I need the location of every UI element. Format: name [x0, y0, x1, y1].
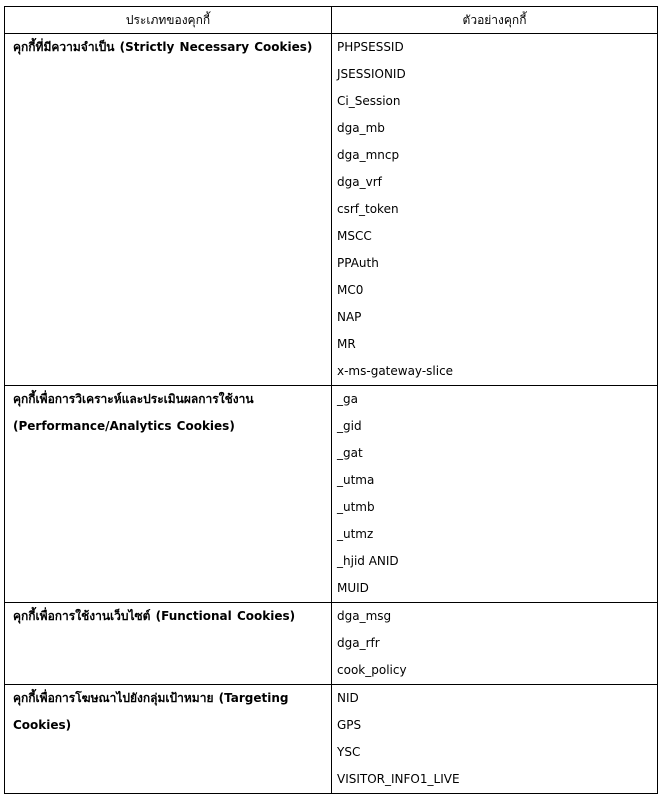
example-item: PHPSESSID — [337, 40, 404, 54]
examples-cell — [332, 386, 658, 603]
example-item: x-ms-gateway-slice — [337, 364, 454, 378]
examples-cell — [332, 34, 658, 386]
example-item: MC0 — [337, 283, 364, 297]
category-functional: คุกกี้เพื่อการใช้งานเว็บไซต์ (Functional Cookies) — [13, 609, 296, 623]
table-row — [5, 685, 658, 794]
example-item: cook_policy — [337, 663, 407, 677]
header-cookie-type: ประเภทของคุกกี้ — [5, 7, 332, 34]
example-list — [332, 34, 657, 385]
example-list — [332, 603, 657, 684]
header-cookie-examples: ตัวอย่างคุกกี้ — [332, 7, 658, 34]
table-row — [5, 386, 658, 603]
example-item: PPAuth — [337, 256, 379, 270]
example-item: dga_rfr — [337, 636, 380, 650]
example-item: NID — [337, 691, 359, 705]
example-item: dga_mncp — [337, 148, 400, 162]
category-cell — [5, 34, 332, 386]
example-item: YSC — [337, 745, 361, 759]
table-row — [5, 603, 658, 685]
example-item: Ci_Session — [337, 94, 401, 108]
table-header-row — [5, 7, 658, 34]
example-item: GPS — [337, 718, 362, 732]
cookie-types-table — [4, 6, 658, 794]
category-performance-analytics: คุกกี้เพื่อการวิเคราะห์และประเมินผลการใช้งาน (Performance/Analytics Cookies) — [13, 392, 254, 433]
example-item: _utmz — [337, 527, 374, 541]
example-item: dga_msg — [337, 609, 392, 623]
category-strictly-necessary: คุกกี้ที่มีความจำเป็น (Strictly Necessary Cookies) — [13, 40, 313, 54]
example-item: MUID — [337, 581, 369, 595]
example-item: _hjid ANID — [337, 554, 399, 568]
example-item: NAP — [337, 310, 362, 324]
example-list — [332, 685, 657, 793]
category-cell — [5, 386, 332, 603]
example-item: _ga — [337, 392, 358, 406]
examples-cell — [332, 685, 658, 794]
category-targeting: คุกกี้เพื่อการโฆษณาไปยังกลุ่มเป้าหมาย (Targeting Cookies) — [13, 691, 289, 732]
example-item: dga_mb — [337, 121, 385, 135]
category-cell — [5, 603, 332, 685]
example-item: MR — [337, 337, 356, 351]
examples-cell — [332, 603, 658, 685]
example-item: _utmb — [337, 500, 375, 514]
example-item: csrf_token — [337, 202, 399, 216]
example-item: _gid — [337, 419, 362, 433]
example-list — [332, 386, 657, 602]
category-cell — [5, 685, 332, 794]
example-item: JSESSIONID — [337, 67, 406, 81]
example-item: VISITOR_INFO1_LIVE — [337, 772, 460, 786]
example-item: _utma — [337, 473, 375, 487]
table-row — [5, 34, 658, 386]
example-item: _gat — [337, 446, 363, 460]
example-item: dga_vrf — [337, 175, 382, 189]
example-item: MSCC — [337, 229, 372, 243]
